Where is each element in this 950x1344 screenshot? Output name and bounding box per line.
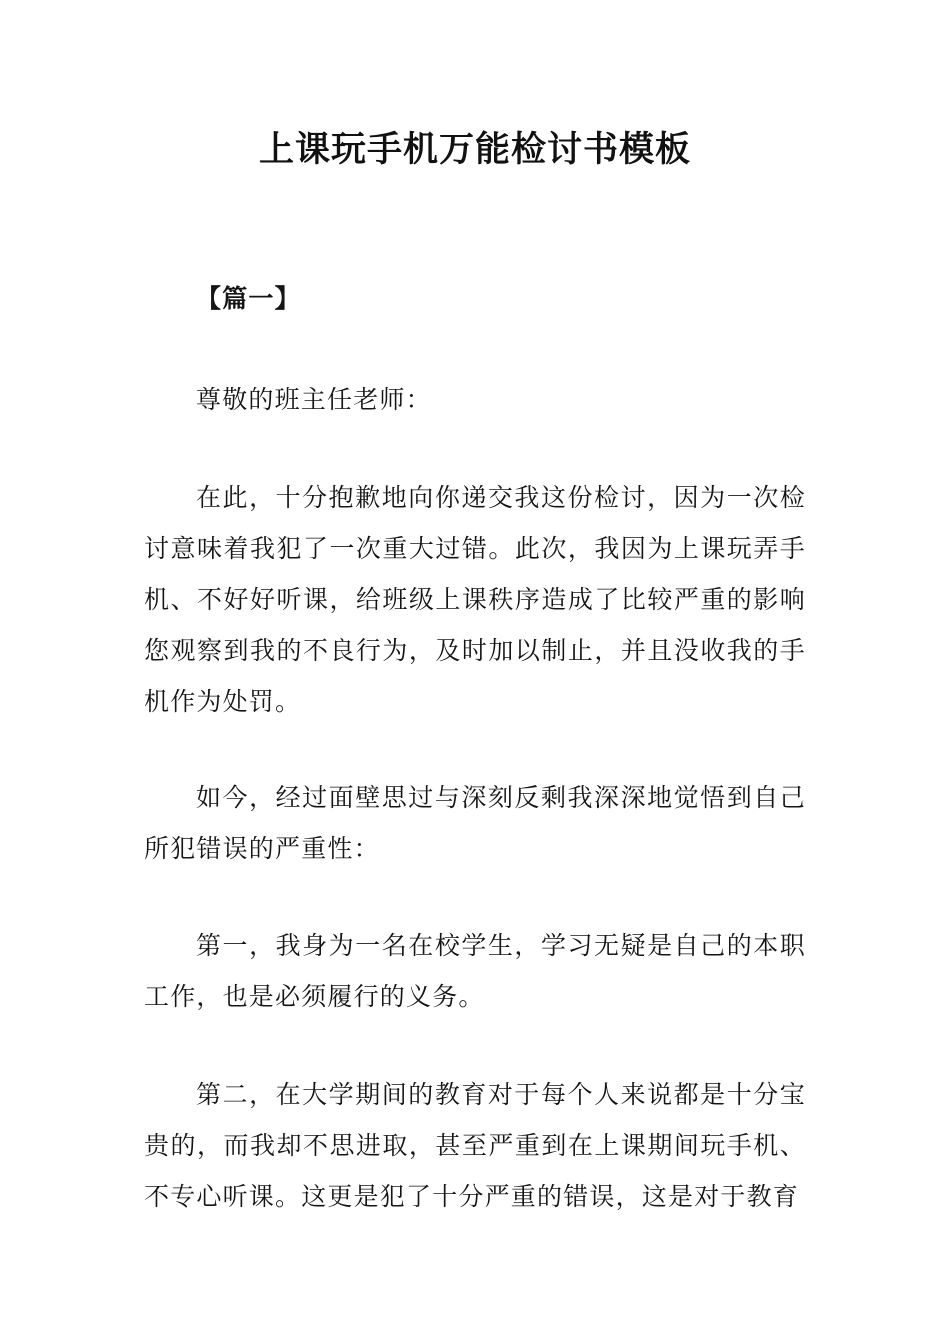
- paragraph-apology: 在此，十分抱歉地向你递交我这份检讨，因为一次检讨意味着我犯了一次重大过错。此次，我因为上课玩弄手机、不好好听课，给班级上课秩序造成了比较严重的影响您观察到我的不良行为，及时加以制止，并且没收我的手机作为处罚。: [144, 483, 806, 716]
- paragraph-first-point: 第一，我身为一名在校学生，学习无疑是自己的本职工作，也是必须履行的义务。: [144, 931, 806, 1011]
- paragraph-reflection: 如今，经过面壁思过与深刻反剩我深深地觉悟到自己所犯错误的严重性：: [144, 783, 806, 863]
- salutation: 尊敬的班主任老师：: [196, 385, 432, 414]
- paragraph-second-point: 第二，在大学期间的教育对于每个人来说都是十分宝贵的，而我却不思进取，甚至严重到在上课期间玩手机、不专心听课。这更是犯了十分严重的错误，这是对于教育: [144, 1080, 806, 1211]
- section-heading: 【篇一】: [196, 284, 301, 313]
- document-title: 上课玩手机万能检讨书模板: [258, 130, 691, 170]
